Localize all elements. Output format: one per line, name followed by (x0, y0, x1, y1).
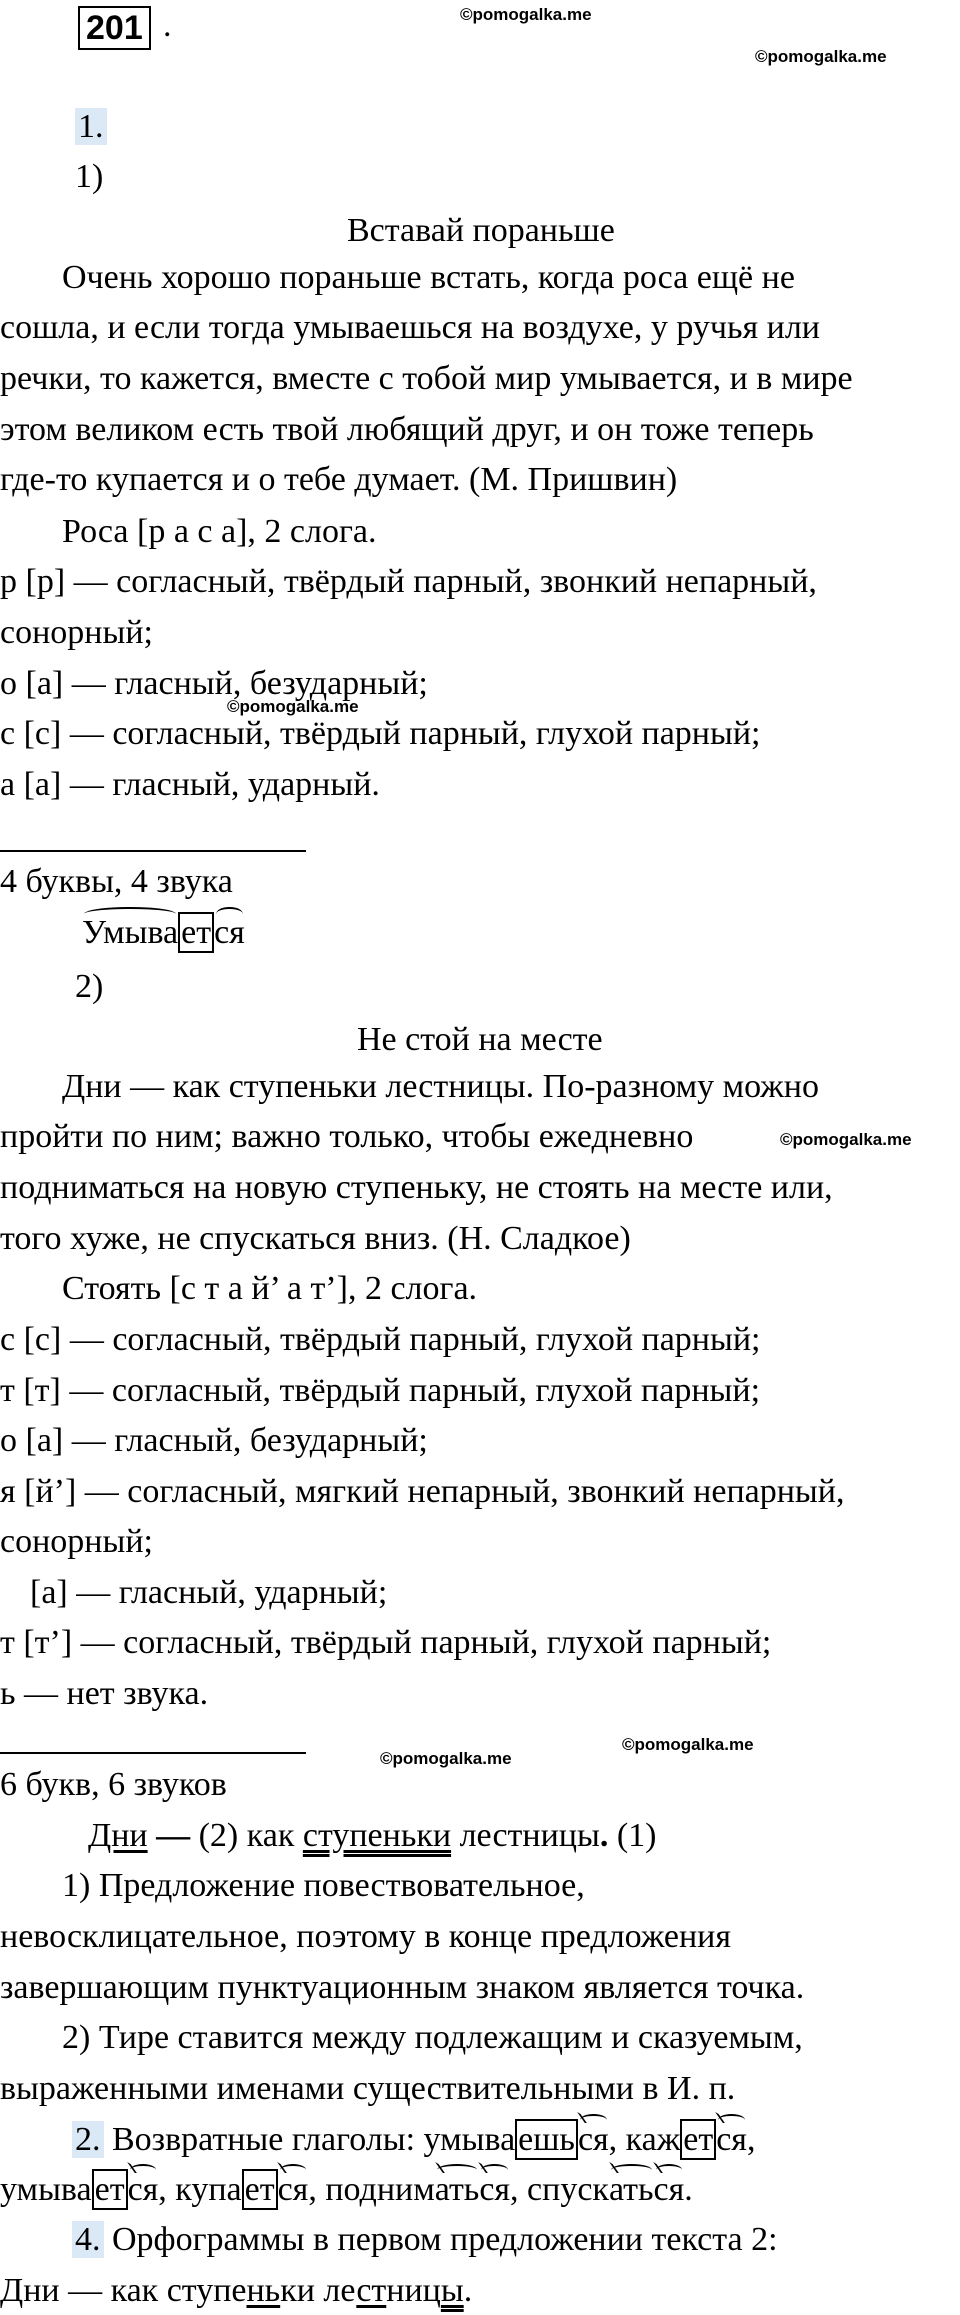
text-line: сошла, и если тогда умываешься на воздухе, у ручья или (0, 309, 821, 346)
phonetic-line: сонорный; (0, 1523, 153, 1560)
watermark: ©pomogalka.me (227, 697, 359, 716)
part-2-label: 2) (75, 968, 104, 1005)
note-line: 1) Предложение повествовательное, (62, 1867, 585, 1904)
task-2-label: 2. (72, 2121, 104, 2158)
phonetic-line: р [р] — согласный, твёрдый парный, звонкий непарный, (0, 563, 817, 600)
exercise-number: 201 (78, 6, 151, 50)
text-line: Очень хорошо пораньше встать, когда роса ещё не (62, 259, 795, 296)
dash-mark: — (147, 1817, 199, 1854)
orthogram-sentence: Дни — как ступеньки лестницы. (0, 2272, 473, 2309)
task-4-label: 4. (72, 2221, 104, 2258)
part-2-title: Не стой на месте (357, 1021, 603, 1058)
note-line: завершающим пунктуационным знаком является точка. (0, 1969, 805, 2006)
root-mark: Умыва (82, 914, 179, 951)
separator-line (0, 1752, 306, 1754)
phonetic-line: ь — нет звука. (0, 1675, 209, 1712)
phonetic-line: сонорный; (0, 614, 153, 651)
text-line: речки, то кажется, вместе с тобой мир умывается, и в мире (0, 360, 853, 397)
phonetic-line: я [й’] — согласный, мягкий непарный, звонкий непарный, (0, 1473, 845, 1510)
watermark: ©pomogalka.me (622, 1735, 754, 1754)
letters-sounds-summary: 4 буквы, 4 звука (0, 863, 233, 900)
phonetic-head: Роса [р а с а], 2 слога. (62, 513, 377, 550)
clause-number: (1) (608, 1817, 657, 1854)
clause-number: (2) как (198, 1817, 303, 1854)
subject: Дни (88, 1817, 148, 1854)
letters-sounds-summary: 6 букв, 6 звуков (0, 1766, 227, 1803)
sentence-rest: лестницы (451, 1817, 600, 1854)
period-mark: . (599, 1817, 609, 1854)
phonetic-line: т [т] — согласный, твёрдый парный, глухой парный; (0, 1372, 761, 1409)
phonetic-line: о [а] — гласный, безударный; (0, 1422, 428, 1459)
watermark: ©pomogalka.me (780, 1130, 912, 1149)
ending-box: ет (178, 912, 214, 953)
text-line: Дни — как ступеньки лестницы. По-разному можно (62, 1068, 819, 1105)
predicate: ступеньки (302, 1817, 452, 1854)
morph-word (82, 913, 245, 953)
separator-line (0, 850, 306, 852)
watermark: ©pomogalka.me (460, 5, 592, 24)
orthogram-mark: нь (246, 2272, 281, 2309)
watermark: ©pomogalka.me (755, 47, 887, 66)
phonetic-line: [а] — гласный, ударный; (30, 1574, 388, 1611)
verb: спускаться (527, 2171, 685, 2208)
postfix-mark: ся (214, 914, 245, 951)
phonetic-line: с [с] — согласный, твёрдый парный, глухой парный; (0, 1321, 761, 1358)
text-line: где-то купается и о тебе думает. (М. Пришвин) (0, 461, 678, 498)
part-1-title: Вставай пораньше (347, 212, 615, 249)
note-line: невосклицательное, поэтому в конце предложения (0, 1918, 731, 1955)
verb: купается (175, 2171, 309, 2208)
phonetic-line: а [а] — гласный, ударный. (0, 766, 380, 803)
phonetic-line: с [с] — согласный, твёрдый парный, глухой парный; (0, 715, 761, 752)
exercise-number-dot: . (163, 7, 172, 44)
orthogram-mark: ст (356, 2272, 387, 2309)
watermark: ©pomogalka.me (380, 1749, 512, 1768)
text-line: того хуже, не спускаться вниз. (Н. Сладкое) (0, 1220, 631, 1257)
orthogram-mark: ы (440, 2272, 464, 2309)
part-1-label: 1) (75, 158, 104, 195)
text-line: этом великом есть твой любящий друг, и он тоже теперь (0, 411, 814, 448)
verb: подниматься (325, 2171, 511, 2208)
task-2-line: умывается, купается, подниматься, спускаться. (0, 2171, 693, 2208)
task-4-line: 4. Орфограммы в первом предложении текста 2: (72, 2220, 778, 2260)
text-line: подниматься на новую ступеньку, не стоять на месте или, (0, 1169, 833, 1206)
verb: кажется (625, 2121, 747, 2158)
sentence-parse (88, 1816, 657, 1856)
verb: умываешься (423, 2121, 609, 2158)
phonetic-head: Стоять [с т а й’ а т’], 2 слога. (62, 1270, 478, 1307)
task-2-line: 2. Возвратные глаголы: умываешься, кажется, (72, 2120, 755, 2160)
task-1-label: 1. (75, 107, 107, 147)
text-line: пройти по ним; важно только, чтобы ежедневно (0, 1118, 694, 1155)
phonetic-line: о [а] — гласный, безударный; (0, 665, 428, 702)
phonetic-line: т [т’] — согласный, твёрдый парный, глухой парный; (0, 1624, 772, 1661)
verb: умывается (0, 2171, 159, 2208)
note-line: выраженными именами существительными в И. п. (0, 2070, 736, 2107)
note-line: 2) Тире ставится между подлежащим и сказуемым, (62, 2019, 803, 2056)
